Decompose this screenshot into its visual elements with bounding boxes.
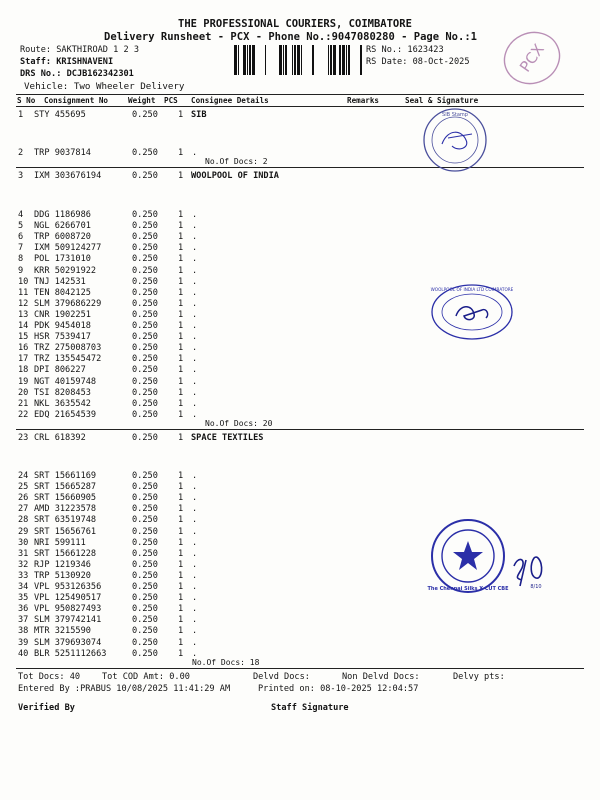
row-weight: 0.250 [132, 254, 158, 265]
barcode-bar [342, 45, 345, 75]
row-weight: 0.250 [132, 232, 158, 243]
entered-by: Entered By :PRABUS 10/08/2025 11:41:29 AM [18, 684, 231, 694]
barcode-bar [249, 45, 251, 75]
handwritten-date-text: 8/10 [530, 584, 542, 590]
row-mark: . [192, 287, 198, 298]
row-consignment-no: VPL 950827493 [34, 604, 102, 615]
row-pcs: 1 [178, 309, 184, 320]
row-sno: 27 [18, 504, 29, 515]
row-sno: 34 [18, 582, 29, 592]
woolpool-stamp [426, 280, 518, 344]
printed-on: Printed on: 08-10-2025 12:04:57 [258, 684, 419, 694]
row-sno: 40 [18, 648, 29, 659]
row-pcs: 1 [178, 376, 184, 387]
row-consignment-no: NGL 6266701 [34, 221, 91, 232]
row-consignment-no: AMD 31223578 [34, 504, 97, 515]
col-consignee: Consignee Details [191, 96, 269, 105]
row-mark: . [192, 387, 198, 398]
row-pcs: 1 [178, 482, 184, 493]
row-consignment-no: TRZ 275008703 [34, 343, 102, 354]
docs-count-sib: No.Of Docs: 2 [205, 157, 268, 166]
row-consignment-no: DDG 1186986 [34, 210, 91, 220]
row-consignment-no: TEN 8042125 [34, 287, 91, 298]
row-pcs: 1 [178, 232, 184, 243]
barcode-bar [312, 45, 314, 75]
barcode-bar [360, 45, 362, 75]
row-sno: 38 [18, 626, 29, 637]
row-mark: . [192, 265, 198, 276]
row-weight: 0.250 [132, 343, 158, 354]
row-weight: 0.250 [132, 537, 158, 548]
row-sno: 35 [18, 593, 29, 604]
row-sno: 2 [18, 148, 24, 158]
row-pcs: 1 [178, 276, 184, 287]
row-mark: . [192, 276, 198, 287]
row-sno: 32 [18, 559, 29, 570]
rs-date-line [366, 57, 470, 67]
barcode-bar [346, 45, 347, 75]
row-consignment-no: SRT 15661228 [34, 548, 97, 559]
row-consignment-no: SLM 379693074 [34, 637, 102, 648]
row-mark: . [192, 232, 198, 243]
row-weight: 0.250 [132, 559, 158, 570]
row-weight: 0.250 [132, 148, 158, 158]
vehicle-line [24, 81, 184, 92]
row-pcs: 1 [178, 604, 184, 615]
drs-value: DCJB162342301 [66, 69, 134, 79]
row-sno: 26 [18, 493, 29, 504]
row-pcs: 1 [178, 637, 184, 648]
row-consignment-no: CRL 618392 [34, 433, 86, 443]
row-sno: 33 [18, 570, 29, 581]
row-sno: 36 [18, 604, 29, 615]
barcode-bar [297, 45, 300, 75]
row-mark: . [192, 343, 198, 354]
row-weight: 0.250 [132, 493, 158, 504]
row-mark: . [192, 210, 198, 220]
row-mark: . [192, 221, 198, 232]
row-pcs: 1 [178, 148, 184, 158]
row-weight: 0.250 [132, 298, 158, 309]
row-consignment-no: TSI 8208453 [34, 387, 91, 398]
row-mark: . [192, 593, 198, 604]
row-sno: 15 [18, 332, 29, 343]
row-mark: . [192, 471, 198, 481]
row-weight: 0.250 [132, 243, 158, 254]
row-weight: 0.250 [132, 387, 158, 398]
row-consignment-no: TNJ 142531 [34, 276, 86, 287]
row-mark: . [192, 365, 198, 376]
row-sno: 5 [18, 221, 24, 232]
sib-stamp [412, 104, 498, 176]
group-divider-2 [16, 429, 584, 430]
row-weight: 0.250 [132, 287, 158, 298]
row-weight: 0.250 [132, 376, 158, 387]
row-consignment-no: SRT 15665287 [34, 482, 97, 493]
row-consignment-no: STY 455695 [34, 110, 86, 120]
row-weight: 0.250 [132, 604, 158, 615]
row-sno: 1 [18, 110, 24, 120]
row-weight: 0.250 [132, 593, 158, 604]
row-weight: 0.250 [132, 354, 158, 365]
row-consignment-no: PDK 9454018 [34, 321, 91, 331]
tot-docs: Tot Docs: 40 [18, 672, 81, 682]
col-consignment: Consignment No [44, 96, 109, 105]
staff-signature: Staff Signature [271, 703, 349, 713]
row-pcs: 1 [178, 387, 184, 398]
row-sno: 30 [18, 537, 29, 548]
runsheet-title: Delivery Runsheet - PCX - Phone No.:9047080280 - Page No.:1 [104, 31, 477, 43]
row-mark: . [192, 582, 198, 592]
row-sno: 37 [18, 615, 29, 626]
consignee-space-textiles: SPACE TEXTILES [191, 433, 264, 443]
row-sno: 18 [18, 365, 29, 376]
vehicle-label: Vehicle: [24, 81, 69, 92]
col-seal: Seal & Signature [405, 96, 479, 105]
row-mark: . [192, 354, 198, 365]
row-weight: 0.250 [132, 471, 158, 481]
barcode-bar [238, 45, 239, 75]
row-pcs: 1 [178, 210, 184, 220]
row-weight: 0.250 [132, 648, 158, 659]
row-weight: 0.250 [132, 309, 158, 320]
consignee-woolpool: WOOLPOOL OF INDIA [191, 171, 279, 181]
row-consignment-no: HSR 7539417 [34, 332, 91, 343]
barcode-bar [301, 45, 302, 75]
row-sno: 19 [18, 376, 29, 387]
row-weight: 0.250 [132, 548, 158, 559]
row-consignment-no: SRT 15660905 [34, 493, 97, 504]
row-weight: 0.250 [132, 110, 158, 120]
row-pcs: 1 [178, 593, 184, 604]
row-sno: 14 [18, 321, 29, 331]
route-line [20, 45, 139, 55]
pcx-stamp-text: PCX [516, 40, 548, 76]
row-weight: 0.250 [132, 615, 158, 626]
row-consignment-no: SRT 63519748 [34, 515, 97, 526]
row-consignment-no: RJP 1219346 [34, 559, 91, 570]
row-sno: 24 [18, 471, 29, 481]
row-mark: . [192, 493, 198, 504]
group-divider-3 [16, 668, 584, 669]
row-mark: . [192, 332, 198, 343]
rs-no-line [366, 45, 444, 55]
company-name: THE PROFESSIONAL COURIERS, COIMBATORE [178, 18, 412, 30]
col-remarks: Remarks [347, 96, 380, 105]
row-sno: 39 [18, 637, 29, 648]
barcode-bar [265, 45, 266, 75]
row-mark: . [192, 482, 198, 493]
row-mark: . [192, 298, 198, 309]
row-consignment-no: SLM 379742141 [34, 615, 102, 626]
row-sno: 4 [18, 210, 24, 220]
row-consignment-no: BLR 5251112663 [34, 648, 107, 659]
row-weight: 0.250 [132, 210, 158, 220]
row-pcs: 1 [178, 648, 184, 659]
row-weight: 0.250 [132, 626, 158, 637]
row-sno: 6 [18, 232, 24, 243]
row-mark: . [192, 254, 198, 265]
row-consignment-no: VPL 953126356 [34, 582, 102, 592]
docs-count-space: No.Of Docs: 18 [192, 658, 260, 667]
rs-date-value: 08-Oct-2025 [412, 57, 470, 67]
rs-no-label: RS No.: [366, 45, 403, 55]
row-sno: 25 [18, 482, 29, 493]
row-mark: . [192, 626, 198, 637]
row-weight: 0.250 [132, 504, 158, 515]
row-mark: . [192, 604, 198, 615]
row-weight: 0.250 [132, 515, 158, 526]
row-pcs: 1 [178, 433, 184, 443]
row-weight: 0.250 [132, 332, 158, 343]
chennai-stamp-text: The Chennai Silks X-CUT CBE [427, 586, 509, 592]
row-weight: 0.250 [132, 365, 158, 376]
row-sno: 29 [18, 526, 29, 537]
row-mark: . [192, 537, 198, 548]
row-sno: 31 [18, 548, 29, 559]
row-sno: 8 [18, 254, 24, 265]
row-sno: 9 [18, 265, 24, 276]
row-weight: 0.250 [132, 398, 158, 409]
barcode-bar [285, 45, 287, 75]
row-pcs: 1 [178, 504, 184, 515]
row-pcs: 1 [178, 471, 184, 481]
col-pcs: PCS [164, 96, 178, 105]
row-mark: . [192, 570, 198, 581]
col-sno: S No [17, 96, 36, 105]
header-rule-top [16, 94, 584, 95]
header-rule-bottom [16, 106, 584, 107]
row-pcs: 1 [178, 537, 184, 548]
group-divider-1 [16, 167, 584, 168]
row-consignment-no: TRP 6008720 [34, 232, 91, 243]
row-sno: 20 [18, 387, 29, 398]
row-consignment-no: NRI 599111 [34, 537, 86, 548]
barcode-bar [294, 45, 296, 75]
row-pcs: 1 [178, 559, 184, 570]
row-pcs: 1 [178, 287, 184, 298]
row-sno: 22 [18, 409, 29, 420]
row-weight: 0.250 [132, 409, 158, 420]
row-pcs: 1 [178, 254, 184, 265]
row-pcs: 1 [178, 298, 184, 309]
row-sno: 7 [18, 243, 24, 254]
row-mark: . [192, 398, 198, 409]
row-pcs: 1 [178, 582, 184, 592]
row-weight: 0.250 [132, 482, 158, 493]
docs-count-woolpool: No.Of Docs: 20 [205, 419, 273, 428]
row-mark: . [192, 243, 198, 254]
row-sno: 10 [18, 276, 29, 287]
row-pcs: 1 [178, 493, 184, 504]
row-mark: . [192, 559, 198, 570]
row-mark: . [192, 321, 198, 331]
row-mark: . [192, 148, 198, 158]
tot-cod-amt: Tot COD Amt: 0.00 [102, 672, 190, 682]
route-label: Route: [20, 45, 52, 55]
barcode-bar [243, 45, 246, 75]
row-pcs: 1 [178, 354, 184, 365]
row-sno: 16 [18, 343, 29, 354]
row-weight: 0.250 [132, 526, 158, 537]
staff-line [20, 57, 113, 67]
row-weight: 0.250 [132, 582, 158, 592]
row-pcs: 1 [178, 110, 184, 120]
row-consignment-no: KRR 50291922 [34, 265, 97, 276]
row-consignment-no: NKL 3635542 [34, 398, 91, 409]
row-consignment-no: IXM 509124277 [34, 243, 102, 254]
rs-no-value: 1623423 [407, 45, 444, 55]
row-pcs: 1 [178, 265, 184, 276]
row-consignment-no: SLM 379686229 [34, 298, 102, 309]
row-weight: 0.250 [132, 637, 158, 648]
consignee-sib: SIB [191, 110, 207, 120]
row-consignment-no: NGT 40159748 [34, 376, 97, 387]
barcode-bar [339, 45, 341, 75]
barcode [234, 45, 362, 75]
row-pcs: 1 [178, 221, 184, 232]
row-pcs: 1 [178, 570, 184, 581]
col-weight: Weight [128, 96, 156, 105]
row-consignment-no: EDQ 21654539 [34, 409, 97, 420]
row-mark: . [192, 637, 198, 648]
sib-stamp-text: SIB Stamp [442, 112, 468, 118]
barcode-bar [348, 45, 350, 75]
row-consignment-no: MTR 3215590 [34, 626, 91, 637]
barcode-bar [292, 45, 293, 75]
row-pcs: 1 [178, 526, 184, 537]
row-pcs: 1 [178, 321, 184, 331]
row-sno: 17 [18, 354, 29, 365]
row-consignment-no: TRP 5130920 [34, 570, 91, 581]
row-mark: . [192, 409, 198, 420]
row-mark: . [192, 376, 198, 387]
row-pcs: 1 [178, 626, 184, 637]
rs-date-label: RS Date: [366, 57, 408, 67]
handwritten-date [508, 546, 564, 590]
row-weight: 0.250 [132, 570, 158, 581]
row-mark: . [192, 548, 198, 559]
pcx-corner-stamp [500, 30, 564, 86]
row-pcs: 1 [178, 343, 184, 354]
row-weight: 0.250 [132, 221, 158, 232]
row-weight: 0.250 [132, 171, 158, 181]
barcode-bar [330, 45, 332, 75]
row-pcs: 1 [178, 548, 184, 559]
woolpool-stamp-text: WOOLPOOL OF INDIA LTD COIMBATORE [430, 287, 514, 292]
row-weight: 0.250 [132, 276, 158, 287]
row-sno: 23 [18, 433, 29, 443]
row-weight: 0.250 [132, 265, 158, 276]
row-mark: . [192, 504, 198, 515]
row-pcs: 1 [178, 615, 184, 626]
staff-label: Staff: [20, 57, 52, 67]
row-pcs: 1 [178, 365, 184, 376]
row-pcs: 1 [178, 409, 184, 420]
row-sno: 12 [18, 298, 29, 309]
non-delvd-docs: Non Delvd Docs: [342, 672, 420, 682]
vehicle-value: Two Wheeler Delivery [73, 81, 185, 92]
barcode-bar [333, 45, 336, 75]
barcode-bar [283, 45, 284, 75]
barcode-bar [234, 45, 237, 75]
row-sno: 3 [18, 171, 24, 181]
row-mark: . [192, 526, 198, 537]
row-weight: 0.250 [132, 433, 158, 443]
verified-by: Verified By [18, 703, 75, 713]
barcode-bar [279, 45, 282, 75]
barcode-bar [328, 45, 329, 75]
row-mark: . [192, 309, 198, 320]
row-consignment-no: SRT 15656761 [34, 526, 97, 537]
route-value: SAKTHIROAD 1 2 3 [56, 45, 140, 55]
row-consignment-no: VPL 125490517 [34, 593, 102, 604]
row-mark: . [192, 648, 198, 659]
row-pcs: 1 [178, 398, 184, 409]
delvy-pts: Delvy pts: [453, 672, 505, 682]
delvd-docs: Delvd Docs: [253, 672, 310, 682]
row-sno: 28 [18, 515, 29, 526]
barcode-bar [247, 45, 248, 75]
row-sno: 11 [18, 287, 29, 298]
row-weight: 0.250 [132, 321, 158, 331]
row-pcs: 1 [178, 515, 184, 526]
drs-line [20, 69, 134, 79]
row-consignment-no: CNR 1902251 [34, 309, 91, 320]
row-pcs: 1 [178, 171, 184, 181]
row-consignment-no: IXM 303676194 [34, 171, 102, 181]
row-pcs: 1 [178, 332, 184, 343]
drs-label: DRS No.: [20, 69, 62, 79]
row-consignment-no: TRP 9037814 [34, 148, 91, 158]
row-consignment-no: TRZ 135545472 [34, 354, 102, 365]
row-consignment-no: SRT 15661169 [34, 471, 97, 481]
row-consignment-no: DPI 806227 [34, 365, 86, 376]
row-mark: . [192, 615, 198, 626]
row-mark: . [192, 515, 198, 526]
row-pcs: 1 [178, 243, 184, 254]
row-sno: 21 [18, 398, 29, 409]
staff-value: KRISHNAVENI [56, 57, 114, 67]
row-sno: 13 [18, 309, 29, 320]
row-consignment-no: POL 1731010 [34, 254, 91, 265]
barcode-bar [252, 45, 255, 75]
